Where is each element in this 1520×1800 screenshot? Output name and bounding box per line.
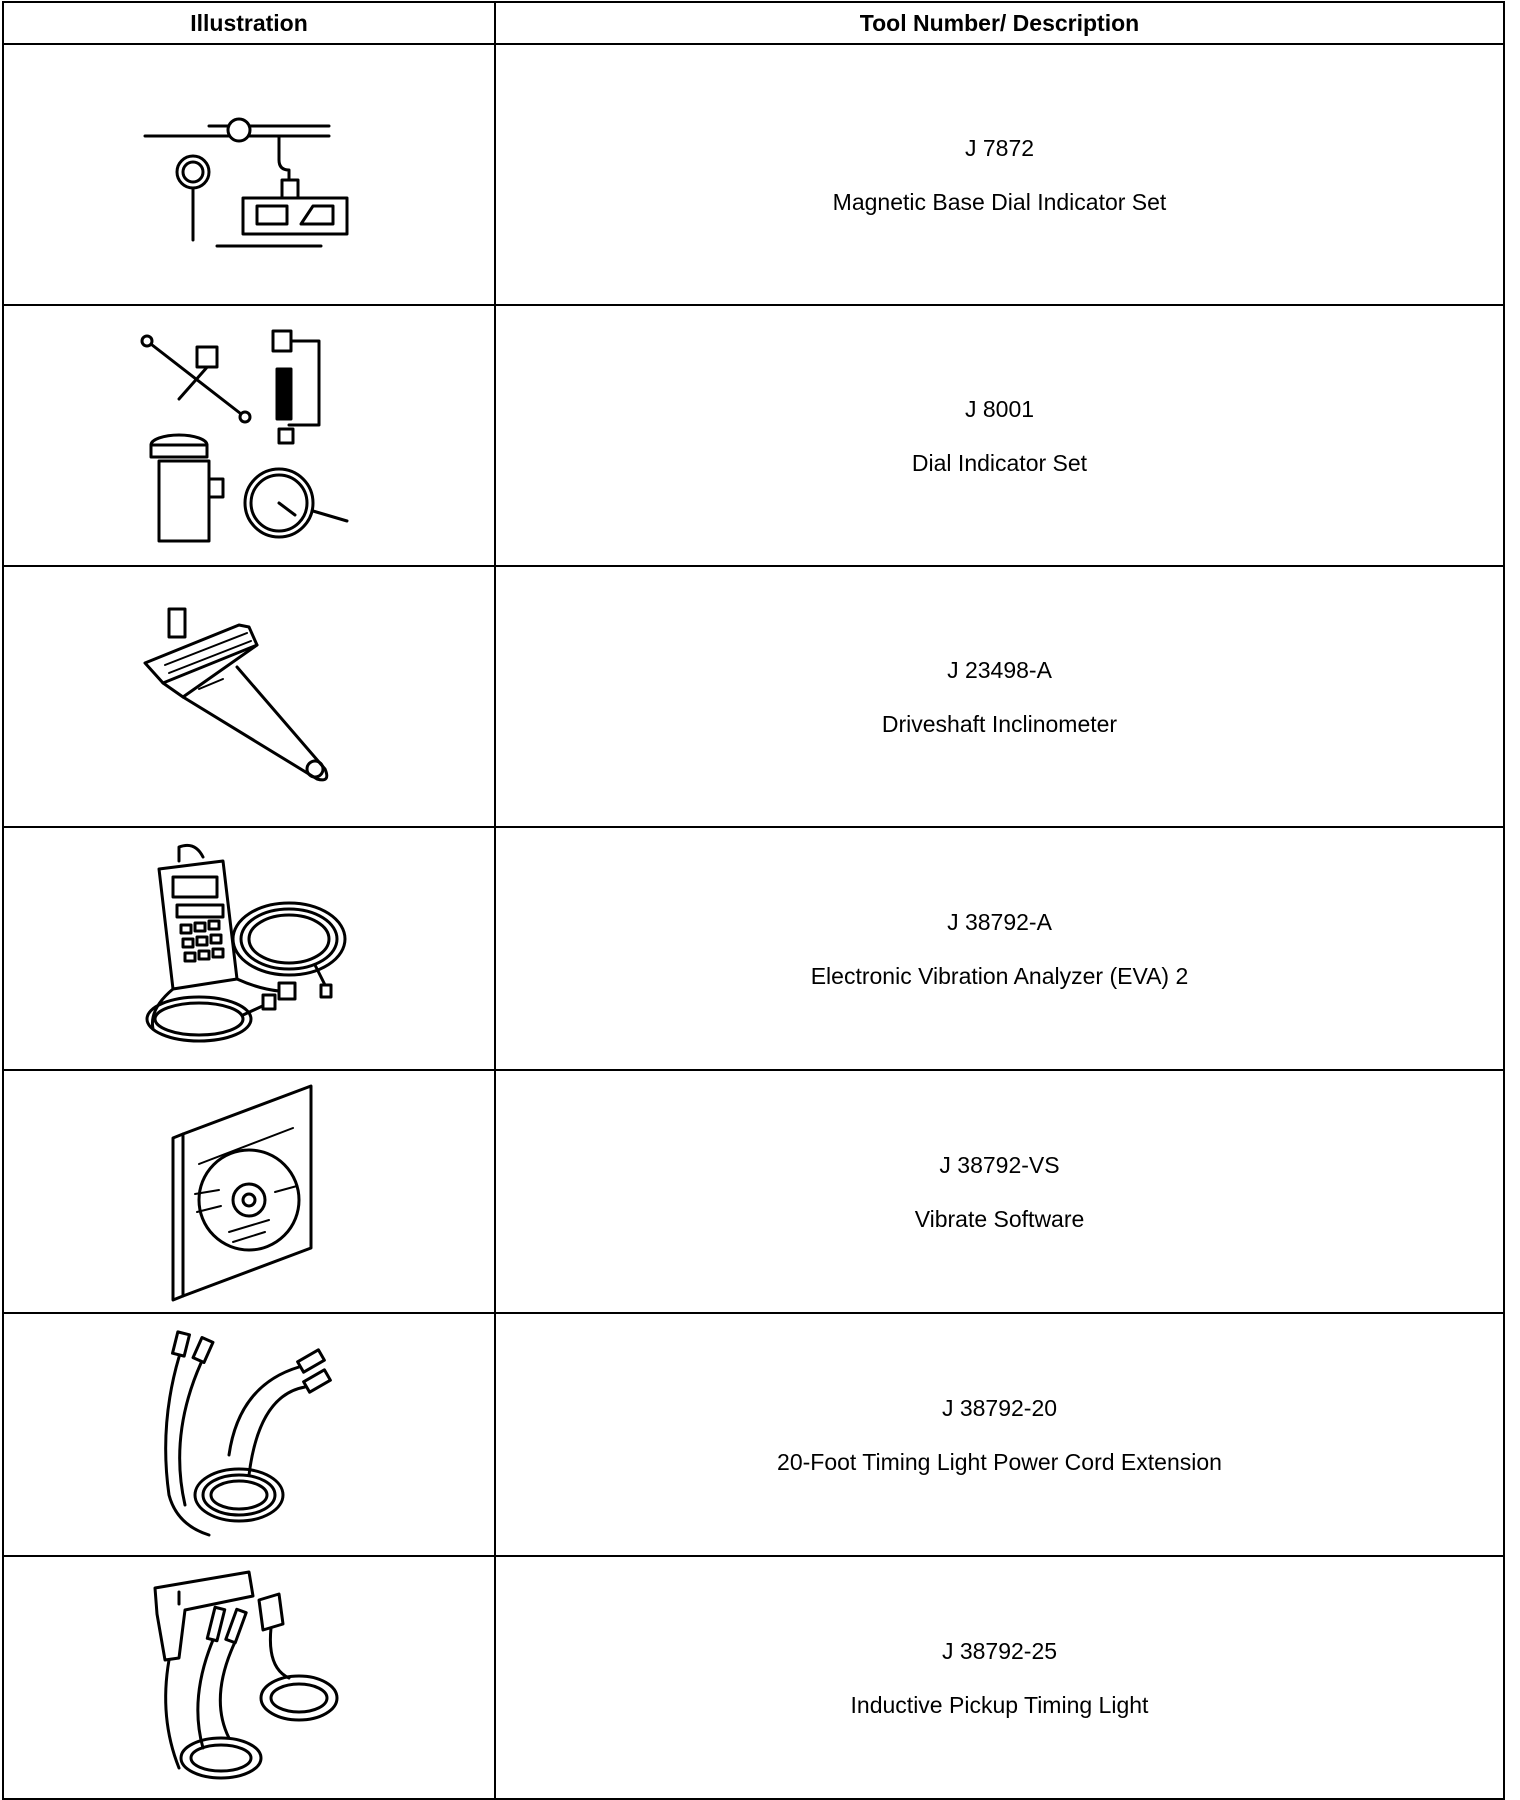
tool-number: J 23498-A [947,656,1052,683]
table-row [3,305,1504,566]
table-row [3,1313,1504,1556]
tool-description: Electronic Vibration Analyzer (EVA) 2 [810,962,1189,989]
illustration-cell [3,305,495,566]
illustration-cell [3,1070,495,1313]
table-row [3,566,1504,827]
tool-number: J 38792-25 [941,1637,1058,1664]
illustration-cell [3,1556,495,1799]
header-row [3,2,1504,44]
illustration-cell [3,44,495,305]
power-cord-extension-icon [149,1325,349,1545]
magnetic-base-dial-indicator-icon [139,100,359,250]
software-cd-icon [169,1082,329,1302]
header-illustration: Illustration [3,2,495,44]
tool-description: Driveshaft Inclinometer [881,710,1118,737]
description-cell [495,305,1504,566]
description-cell [495,827,1504,1070]
description-cell [495,1556,1504,1799]
tool-number: J 8001 [964,395,1035,422]
illustration-cell [3,827,495,1070]
table-row [3,44,1504,305]
description-cell [495,44,1504,305]
description-cell [495,1070,1504,1313]
table-row [3,1556,1504,1799]
header-description: Tool Number/ Description [495,2,1504,44]
dial-indicator-set-icon [139,321,359,551]
illustration-cell [3,1313,495,1556]
tool-number: J 38792-VS [939,1151,1060,1178]
illustration-cell [3,566,495,827]
tool-number: J 38792-A [947,908,1052,935]
tool-number: J 38792-20 [941,1394,1058,1421]
tool-description: Inductive Pickup Timing Light [850,1691,1149,1718]
table-row [3,827,1504,1070]
tool-description: Vibrate Software [914,1205,1085,1232]
tool-description: Magnetic Base Dial Indicator Set [832,188,1167,215]
description-cell [495,566,1504,827]
tool-table [2,1,1505,1800]
driveshaft-inclinometer-icon [139,597,359,797]
vibration-analyzer-icon [139,839,359,1059]
tool-description: 20-Foot Timing Light Power Cord Extension [777,1448,1222,1475]
tool-number: J 7872 [964,134,1035,161]
table-row [3,1070,1504,1313]
tool-description: Dial Indicator Set [911,449,1088,476]
timing-light-icon [149,1568,349,1788]
description-cell [495,1313,1504,1556]
